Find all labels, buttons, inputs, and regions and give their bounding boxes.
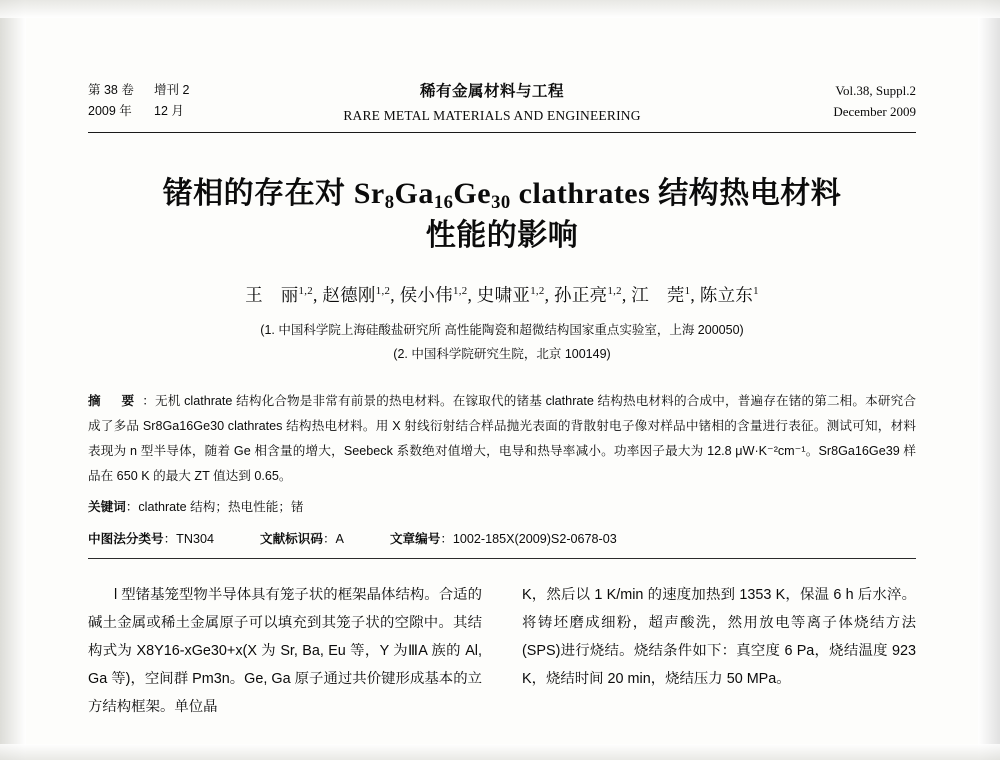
volume-issue-en: Vol.38, Suppl.2 — [835, 83, 916, 98]
title-line-1 — [88, 173, 916, 214]
keywords-label: 关键词 — [88, 500, 126, 515]
author-5-affil: 1,2 — [607, 285, 622, 298]
article-number — [390, 527, 617, 552]
doc-value: ：A — [322, 531, 344, 546]
month-label: 12 月 — [154, 103, 184, 118]
masthead-right — [746, 80, 916, 123]
year-label: 2009 年 — [88, 103, 132, 118]
body-column-left — [88, 581, 482, 721]
clc-label: 中图法分类号 — [88, 531, 164, 546]
abstract-colon: ： — [142, 393, 155, 408]
scan-edge-left — [0, 0, 26, 760]
formula-ga-sub: 16 — [433, 192, 454, 214]
article-value: ：1002-185X(2009)S2-0678-03 — [440, 531, 617, 546]
formula-ge-sub: 30 — [491, 192, 511, 214]
formula-sr-sub: 8 — [384, 192, 395, 214]
formula-sr: Sr — [353, 177, 385, 211]
author-3 — [400, 285, 468, 305]
affiliation-1: (1. 中国科学院上海硅酸盐研究所 高性能陶瓷和超微结构国家重点实验室，上海 200050) — [260, 323, 744, 338]
author-4-affil: 1,2 — [530, 285, 545, 298]
keywords-colon: ： — [125, 500, 139, 515]
formula-ge: Ge — [453, 177, 492, 211]
title-clathrates: clathrates — [510, 177, 659, 211]
author-1-affil: 1,2 — [298, 285, 313, 298]
abstract-rule — [88, 558, 916, 559]
author-6-affil: 1 — [684, 285, 691, 298]
affiliation-2: (2. 中国科学院研究生院，北京 100149) — [393, 346, 611, 361]
author-1-name: 王 丽 — [245, 285, 299, 306]
article-label: 文章编号 — [389, 531, 441, 546]
author-2 — [322, 285, 390, 305]
doc-label: 文献标识码 — [259, 531, 323, 546]
scan-edge-bottom — [0, 744, 1000, 760]
author-1 — [245, 285, 313, 305]
author-3-name: 侯小伟 — [399, 285, 453, 306]
author-4 — [477, 285, 545, 305]
body-column-right — [522, 581, 916, 721]
keywords-text: clathrate 结构；热电性能；锗 — [138, 500, 304, 515]
clc-value: ：TN304 — [163, 531, 214, 546]
author-7 — [700, 285, 759, 305]
clc-code — [88, 527, 214, 552]
masthead-left — [88, 80, 238, 121]
journal-title-en: RARE METAL MATERIALS AND ENGINEERING — [343, 107, 641, 123]
masthead — [88, 80, 916, 126]
title-prefix: 锗相的存在对 — [162, 177, 354, 211]
author-7-name: 陈立东 — [699, 285, 754, 306]
doc-code — [260, 527, 344, 552]
title-suffix: 结构热电材料 — [658, 177, 842, 211]
scan-edge-top — [0, 0, 1000, 18]
author-6-name: 江 莞 — [631, 285, 685, 306]
abstract-label: 摘 要 — [88, 393, 139, 408]
abstract-text: 无机 clathrate 结构化合物是非常有前景的热电材料。在镓取代的锗基 clathrate 结构热电材料的合成中，普遍存在锗的第二相。本研究合成了多品 Sr8Ga16Ge30 clathrates 结构热电材料。用 X 射线衍射结合样品抛光表面的背散射电子像对样品中锗相的含量进行表征。测试可知，材料表现为 n 型半导体，随着 Ge 相含量的增大，Seebeck 系数绝对值增大，电导和热导率减小。功率因子最大为 12.8 μW·K⁻²cm⁻¹。Sr8Ga16Ge39 样品在 650 K 的最大 ZT 值达到 0.65。 — [88, 393, 916, 484]
keywords-block — [88, 495, 916, 520]
journal-title-cn: 稀有金属材料与工程 — [419, 83, 564, 100]
author-2-name: 赵德刚 — [322, 285, 376, 306]
author-5-name: 孙正亮 — [554, 285, 608, 306]
page-content — [88, 80, 916, 721]
title-line-2: 性能的影响 — [425, 218, 579, 252]
title-formula — [353, 177, 659, 214]
author-6 — [631, 285, 690, 305]
abstract-block — [88, 389, 916, 490]
author-7-affil: 1 — [753, 285, 759, 298]
article-title — [88, 173, 916, 256]
date-en: December 2009 — [833, 104, 916, 120]
body-paragraph-left: l 型锗基笼型物半导体具有笼子状的框架晶体结构。合适的碱土金属或稀土金属原子可以填充到其笼子状的空隙中。其结构式为 X8Y16-xGe30+x(X 为 Sr, Ba, Eu 等，Y 为ⅢA 族的 Al, Ga 等)，空间群 Pm3n。Ge, Ga 原子通过共价键形成基本的立方结构框架。单位晶 — [88, 586, 482, 716]
classification-codes — [88, 527, 916, 552]
author-2-affil: 1,2 — [375, 285, 391, 298]
masthead-rule — [88, 132, 916, 133]
author-3-affil: 1,2 — [452, 285, 468, 298]
affiliations — [88, 319, 916, 367]
formula-ga: Ga — [394, 177, 434, 211]
body-columns — [88, 581, 916, 721]
body-paragraph-right: K，然后以 1 K/min 的速度加热到 1353 K，保温 6 h 后水淬。将铸坯磨成细粉，超声酸洗，然用放电等离子体烧结方法(SPS)进行烧结。烧结条件如下：真空度 6 Pa，烧结温度 923 K，烧结时间 20 min，烧结压力 50 MPa。 — [522, 586, 916, 688]
masthead-center — [238, 80, 746, 126]
author-4-name: 史啸亚 — [476, 285, 531, 306]
author-5 — [554, 285, 622, 305]
scan-edge-right — [978, 0, 1000, 760]
volume-label: 第 38 卷 — [88, 83, 134, 97]
author-list: 王 丽$^{1,2}$, 赵德刚$^{1,2}$, 侯小伟$^{1,2}$, 史啸亚$^{1,2}$, 孙正亮$^{1,2}$, 江 莞$^1$, 陈立东$^1$ — [245, 285, 759, 306]
issue-label: 增刊 2 — [154, 83, 190, 97]
